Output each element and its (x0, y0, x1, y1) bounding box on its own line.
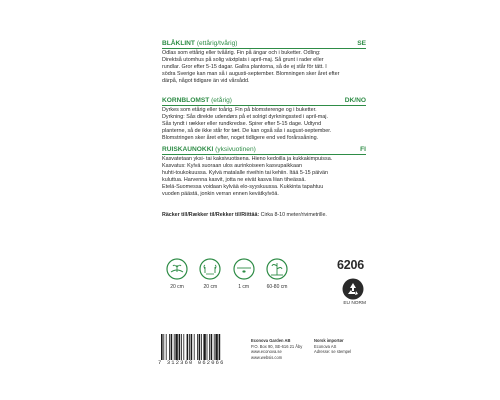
barcode-bar (201, 334, 202, 360)
barcode-bar (181, 334, 182, 360)
company-address: Econova Garden AB P.O. Box 90, SE-616 21 Åby www.econova.se www.websis.com (251, 338, 303, 360)
barcode-bar (194, 334, 195, 360)
seed-depth-icon (233, 258, 255, 280)
section-title: BLÅKLINT (ettårig/tvårig) (162, 40, 238, 47)
barcode-bar (191, 334, 193, 360)
barcode-bar (179, 334, 181, 360)
divider (162, 48, 366, 49)
barcode-bar (169, 334, 170, 360)
section-swedish (162, 40, 366, 85)
barcode-bar (207, 334, 208, 360)
barcode-bar (197, 334, 198, 360)
barcode-bar (203, 334, 205, 360)
icon-item (263, 258, 291, 298)
barcode-bar (166, 334, 167, 360)
icon-item (163, 258, 191, 298)
recycle-icon (342, 278, 364, 300)
growing-icons (163, 258, 291, 298)
divider (162, 154, 366, 155)
icon-label: 1 cm (238, 284, 250, 290)
language-code: DK/NO (344, 97, 366, 104)
coverage-note: Räcker till/Rækker til/Rekker til/Riittää: Cirka 8-10 meter/rivimetrille. (162, 212, 327, 218)
barcode-bar (175, 334, 177, 360)
barcode-number: 7 312360 062066 (158, 360, 225, 366)
barcode-bar (209, 334, 210, 360)
barcode-bar (189, 334, 190, 360)
row-spacing-icon (199, 258, 221, 280)
icon-label: 60-80 cm (266, 284, 288, 290)
divider (162, 105, 366, 106)
barcode-bar (171, 334, 173, 360)
barcode-bar (174, 334, 175, 360)
section-title: KORNBLOMST (etårig) (162, 97, 232, 104)
seed-packet-back (156, 0, 370, 400)
icon-label: 20 cm (170, 284, 184, 290)
barcode-bar (163, 334, 164, 360)
icon-item (230, 258, 258, 298)
barcode-bar (187, 334, 189, 360)
barcode-bar (211, 334, 213, 360)
section-text: Kasvatetaan yksi- tai kaksivuotisena. Hieno kedoilla ja kukkakimpuissa. Kasvatus: Kylvä suoraan ulos aurinkoiseen kasvupaikkaan huhti-toukokuussa. Kylvä matalalle riveihin tai kehiin. Itää 5-15 päivän kuluttua. Harvenna kasvit, jotta ne eivät kasva liian tiheässä. Etelä-Suomessa voidaan kylvää elo-syyskuussa. Kukkinta tapahtuu vuoden päästä, jonkin verran ennen kevätkylvöä. (162, 155, 333, 198)
section-danish (162, 97, 366, 142)
barcode-bar (199, 334, 201, 360)
language-code: SE (357, 40, 366, 47)
standard-label: EU NORM (343, 301, 366, 306)
icon-label: 20 cm (203, 284, 218, 290)
barcode-bar (214, 334, 215, 360)
sowing-depth-icon (166, 258, 188, 280)
section-text: Odlas som ettårig eller tvåårig. Fin på ängar och i buketter. Odling: Direktså utomhus på solig växtplats i april-maj. Så grunt i rader eller rundlar. Gror efter 5-15 dagar. Gallra plantorna, så de ej står för tätt. I södra Sverige kan man så i augusti-september. Blomningen sker året efter därpå, något tidigare än vid vårsådd. (162, 49, 340, 84)
barcode-bar (219, 334, 221, 360)
barcode-bar (161, 334, 163, 360)
importer-info: Norsk importør Econova AS Adresse: se stempel (314, 338, 352, 355)
section-title: RUISKAUNOKKI (yksivuotinen) (162, 146, 256, 153)
icon-item (196, 258, 224, 298)
section-finnish (162, 146, 366, 198)
plant-height-icon (266, 258, 288, 280)
section-text: Dyrkes som etårig eller toårig. Fin på blomsterenge og i buketter. Dyrkning: Sås direkte udendørs på et solrigt dyrkningssted i april-maj. Sås tyndt i rækker eller rundkredse. Spirer efter 5-15 dage. Udtynd planterne, så de ikke står for tæt. De kan også sås i august-september. Blomstringen sker året efter, noget tidligere end ved forårssåning. (162, 106, 332, 141)
barcode-bar (183, 334, 184, 360)
article-number: 6206 (336, 258, 364, 272)
language-code: FI (360, 146, 366, 153)
barcode-bar (215, 334, 217, 360)
